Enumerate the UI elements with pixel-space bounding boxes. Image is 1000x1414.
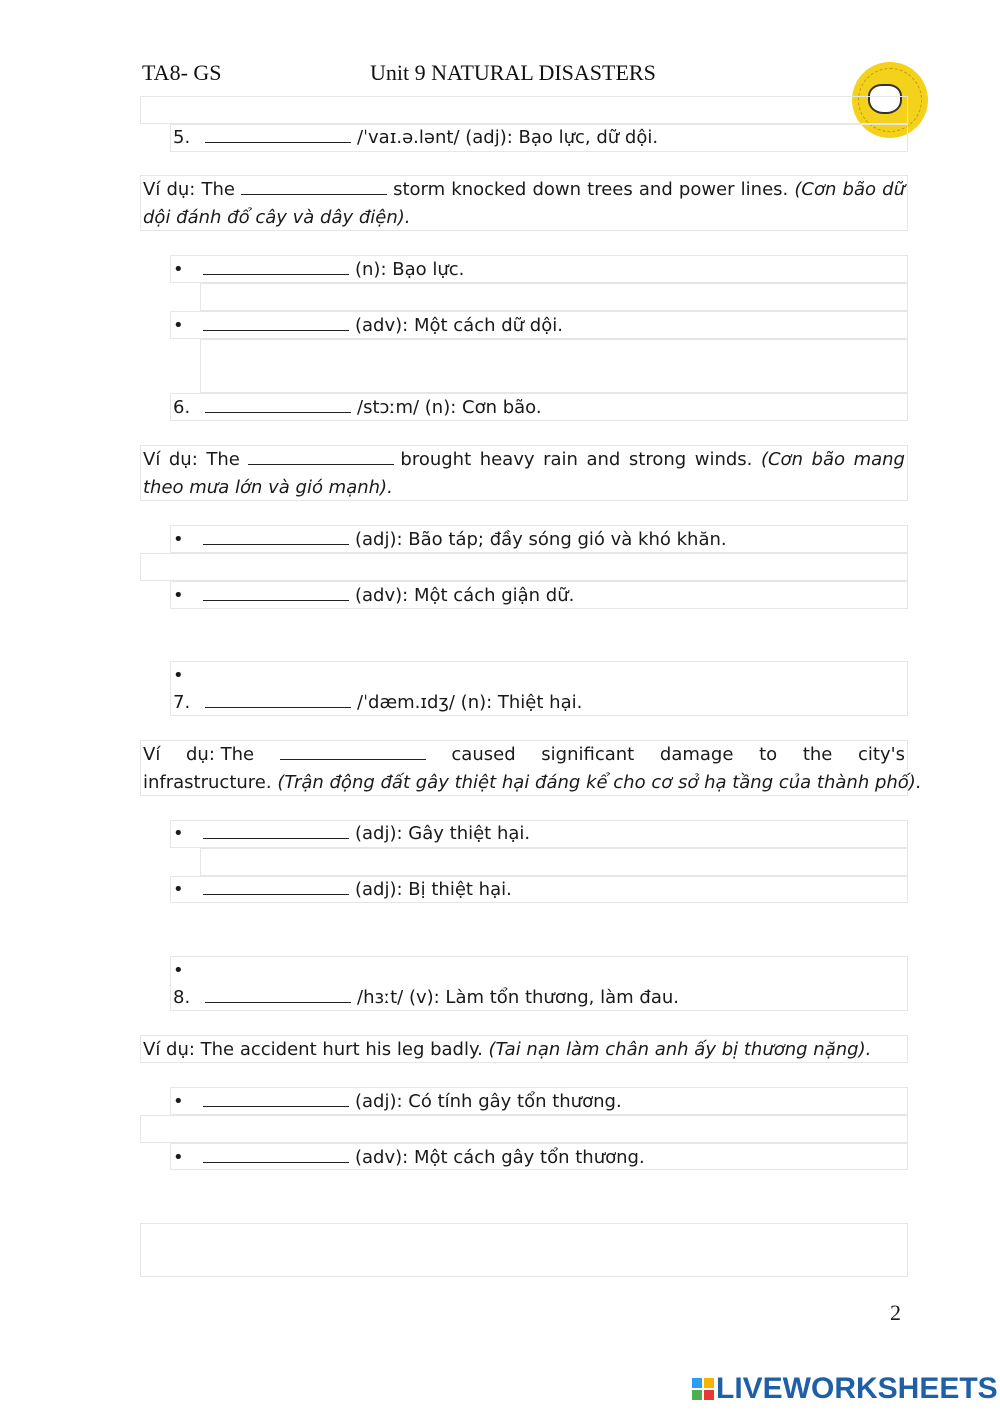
phonetic-definition: /hɜːt/ (v): Làm tổn thương, làm đau. [357, 987, 679, 1008]
example-translation: (Trận động đất gây thiệt hại đáng kể cho cơ sở hạ tầng của thành phố). [277, 772, 922, 793]
derivative-text: (adv): Một cách dữ dội. [355, 315, 563, 336]
example-blank[interactable] [241, 176, 387, 195]
word-blank[interactable] [203, 256, 349, 275]
derivative-row [203, 526, 727, 554]
word-blank[interactable] [203, 876, 349, 895]
entry-8-row [173, 984, 679, 1012]
word-blank[interactable] [205, 124, 351, 143]
example-prefix: Ví dụ: The [143, 179, 235, 200]
example-blank[interactable] [248, 446, 394, 465]
spacer-box [140, 553, 908, 581]
derivative-text: (adj): Bão táp; đầy sóng gió và khó khăn. [355, 529, 727, 550]
derivative-row [203, 256, 464, 284]
word-blank[interactable] [203, 820, 349, 839]
phonetic-definition: /ˈvaɪ.ə.lənt/ (adj): Bạo lực, dữ dội. [357, 127, 659, 148]
entry-5-example [143, 176, 905, 232]
bullet: • [173, 315, 184, 336]
example-word: significant [541, 744, 635, 765]
spacer-box [200, 339, 908, 393]
bullet: • [173, 529, 184, 550]
example-word: damage [659, 744, 734, 765]
bullet: • [173, 1091, 184, 1112]
entry-number: 7. [173, 692, 191, 713]
derivative-row [203, 820, 530, 848]
word-blank[interactable] [203, 1144, 349, 1163]
spacer-box [200, 283, 908, 311]
derivative-row [203, 876, 512, 904]
word-blank[interactable] [203, 1088, 349, 1107]
example-translation-cont: theo mưa lớn và gió mạnh). [143, 477, 393, 498]
entry-7-example [143, 741, 922, 797]
derivative-text: (adv): Một cách gây tổn thương. [355, 1147, 645, 1168]
doc-code: TA8- GS [142, 60, 222, 85]
example-word: dụ: The [185, 744, 255, 765]
example-translation-cont: dội đánh đổ cây và dây điện). [143, 207, 411, 228]
spacer-box [140, 1115, 908, 1143]
derivative-text: (n): Bạo lực. [355, 259, 465, 280]
derivative-row [203, 1144, 645, 1172]
page-number: 2 [890, 1300, 901, 1325]
example-text: Ví dụ: The accident hurt his leg badly. [143, 1039, 483, 1060]
example-word: to [759, 744, 778, 765]
example-word: city's [858, 744, 905, 765]
bullet: • [173, 585, 184, 606]
derivative-text: (adj): Có tính gây tổn thương. [355, 1091, 622, 1112]
bullet: • [173, 879, 184, 900]
entry-7-row [173, 689, 582, 717]
entry-8-example [143, 1036, 871, 1064]
example-text: storm knocked down trees and power lines. [393, 179, 789, 200]
example-translation: (Cơn bão mang [760, 449, 905, 470]
example-word: the [802, 744, 833, 765]
bullet: • [173, 665, 184, 686]
entry-6-example [143, 446, 905, 502]
page-title: Unit 9 NATURAL DISASTERS [370, 60, 656, 85]
derivative-text: (adj): Gây thiệt hại. [355, 823, 531, 844]
bullet: • [173, 823, 184, 844]
word-blank[interactable] [205, 689, 351, 708]
derivative-text: (adj): Bị thiệt hại. [355, 879, 512, 900]
example-prefix: Ví dụ: The [143, 449, 240, 470]
example-translation: (Cơn bão dữ [794, 179, 905, 200]
phonetic-definition: /stɔːm/ (n): Cơn bão. [357, 397, 542, 418]
entry-number: 8. [173, 987, 191, 1008]
example-text: infrastructure. [143, 772, 272, 793]
brand-text: LIVEWORKSHEETS [716, 1372, 998, 1405]
empty-answer-box[interactable] [140, 96, 908, 124]
example-word: caused [451, 744, 516, 765]
entry-6-row [173, 394, 542, 422]
word-blank[interactable] [205, 984, 351, 1003]
word-blank[interactable] [203, 526, 349, 545]
entry-5-row [173, 124, 658, 152]
entry-number: 5. [173, 127, 191, 148]
derivative-text: (adv): Một cách giận dữ. [355, 585, 575, 606]
entry-number: 6. [173, 397, 191, 418]
phonetic-definition: /ˈdæm.ɪdʒ/ (n): Thiệt hại. [357, 692, 583, 713]
derivative-row [203, 582, 574, 610]
derivative-row [203, 1088, 622, 1116]
word-blank[interactable] [203, 312, 349, 331]
liveworksheets-brand [692, 1372, 998, 1406]
word-blank[interactable] [205, 394, 351, 413]
example-word: Ví [143, 744, 161, 765]
example-text: brought heavy rain and strong winds. [400, 449, 753, 470]
example-blank[interactable] [280, 741, 426, 760]
bullet: • [173, 259, 184, 280]
derivative-row [203, 312, 563, 340]
word-blank[interactable] [203, 582, 349, 601]
empty-answer-box[interactable] [140, 1223, 908, 1277]
bullet: • [173, 960, 184, 981]
liveworksheets-logo-icon [692, 1378, 714, 1400]
spacer-box [200, 848, 908, 876]
example-translation: (Tai nạn làm chân anh ấy bị thương nặng). [488, 1039, 872, 1060]
bullet: • [173, 1147, 184, 1168]
